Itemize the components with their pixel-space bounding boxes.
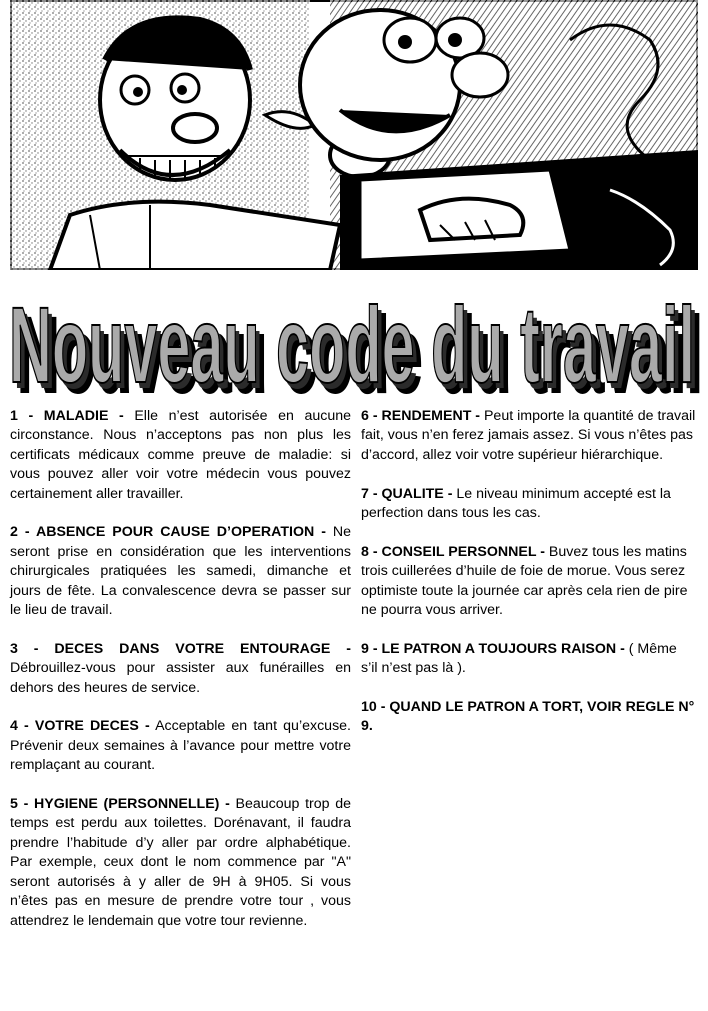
rule-1 bbox=[10, 407, 351, 504]
rule-heading: 3 - DECES DANS VOTRE ENTOURAGE - bbox=[10, 640, 351, 657]
page-title-shadow: Nouveau code du travail bbox=[17, 294, 703, 400]
rule-8 bbox=[361, 543, 697, 621]
rule-heading: 7 - QUALITE - bbox=[361, 485, 453, 502]
cartoon-boss-and-worker-icon bbox=[10, 0, 698, 270]
rule-9 bbox=[361, 640, 697, 679]
rule-10 bbox=[361, 698, 697, 737]
rule-body: Acceptable en tant qu’excuse. Prévenir deux semaines à l’avance pour mettre votre remplaçant au courant. bbox=[10, 718, 351, 774]
rule-body: Buvez tous les matins trois cuillerées d’huile de foie de morue. Vous serez optimiste toute la journée car après cela rien de pire ne pourra vous arriver. bbox=[361, 543, 688, 619]
rule-7 bbox=[361, 485, 697, 524]
rule-3 bbox=[10, 640, 351, 698]
page-title-face: Nouveau code du travail bbox=[9, 284, 695, 400]
rule-5 bbox=[10, 795, 351, 931]
rule-heading: 10 - QUAND LE PATRON A TORT, VOIR REGLE N° 9. bbox=[361, 699, 695, 735]
rule-heading: 9 - LE PATRON A TOUJOURS RAISON - bbox=[361, 640, 625, 657]
rules-column-left bbox=[10, 407, 351, 950]
rule-heading: 6 - RENDEMENT - bbox=[361, 408, 481, 424]
rule-body: Peut importe la quantité de travail fait, vous n’en ferez jamais assez. Si vous n’êtes pas d’accord, allez voir votre supérieur hiérarchique. bbox=[361, 408, 696, 463]
rule-body: Ne seront prise en considération que les interventions chirurgicales pratiquées les samedi, dimanche et jours de fête. La convalescence devra se passer sur le lieu de travail. bbox=[10, 524, 352, 619]
rule-body: ( Même s’il n’est pas là ). bbox=[361, 640, 677, 677]
cartoon-illustration bbox=[10, 0, 698, 270]
rule-body: Elle n’est autorisée en aucune circonstance. Nous n’acceptons pas non plus les certificats médicaux comme preuve de maladie: si vous pouvez aller voir votre médecin vous pouvez certainement aller travailler. bbox=[10, 408, 351, 502]
page-title bbox=[0, 272, 708, 400]
rule-body: Débrouillez-vous pour assister aux funérailles en dehors des heures de service. bbox=[10, 660, 351, 696]
page-title-mid: Nouveau code du travail bbox=[13, 290, 699, 400]
rule-heading: 1 - MALADIE - bbox=[10, 408, 124, 424]
rule-body: Beaucoup trop de temps est perdu aux toilettes. Dorénavant, il faudra prendre l’habitude d’y aller par ordre alphabétique. Par exemple, ceux dont le nom commence par "A" seront autorisés à y aller de 9H à 9H05. Si vous n’êtes pas en mesure de prendre votre tour , vous attendrez le lendemain que votre tour revienne. bbox=[10, 796, 351, 929]
rule-4 bbox=[10, 717, 351, 775]
rules-column-right bbox=[361, 407, 697, 756]
rule-body: Le niveau minimum accepté est la perfection dans tous les cas. bbox=[361, 485, 671, 522]
rule-heading: 8 - CONSEIL PERSONNEL - bbox=[361, 543, 545, 560]
rule-heading: 5 - HYGIENE (PERSONNELLE) - bbox=[10, 796, 230, 813]
rule-6 bbox=[361, 407, 697, 465]
page-title-art bbox=[0, 272, 708, 400]
rule-2 bbox=[10, 523, 351, 620]
rule-heading: 2 - ABSENCE POUR CAUSE D’OPERATION - bbox=[10, 524, 326, 541]
rule-heading: 4 - VOTRE DECES - bbox=[10, 718, 150, 735]
